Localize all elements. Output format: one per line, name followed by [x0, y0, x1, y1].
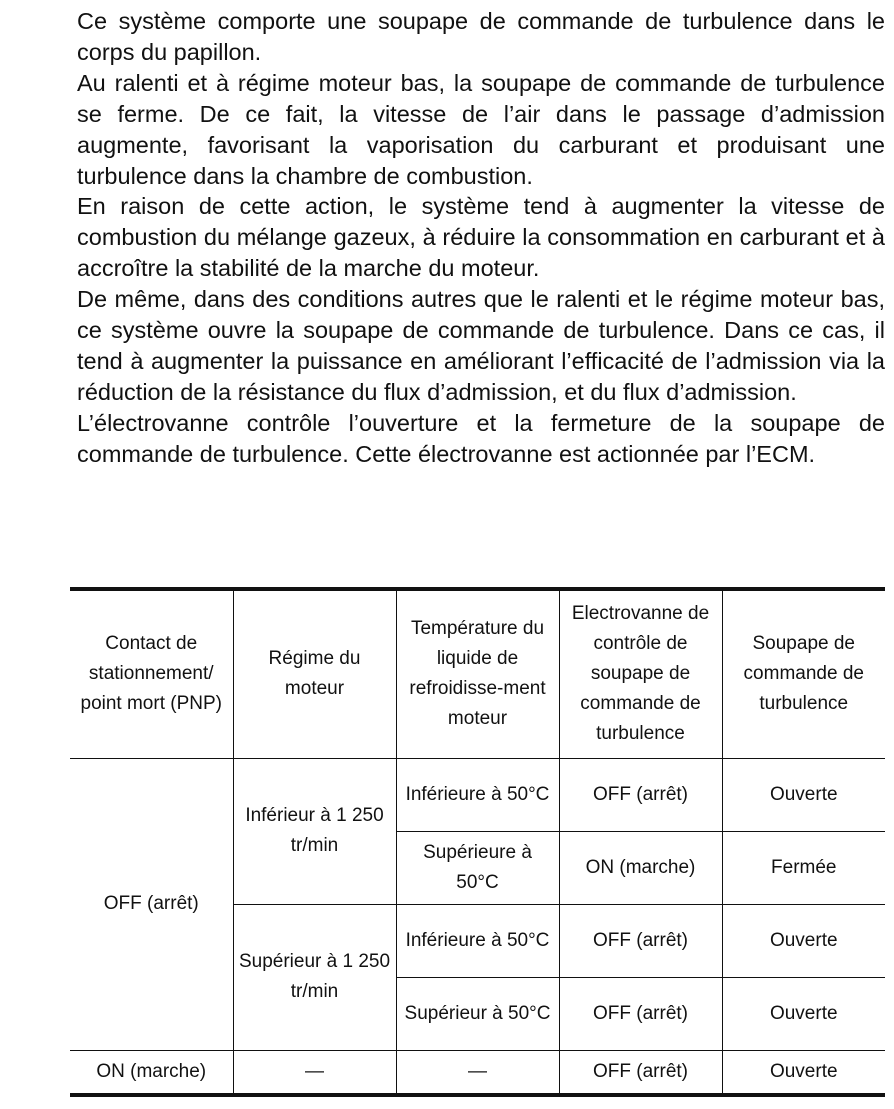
temp-cell: Inférieure à 50°C — [396, 904, 559, 977]
paragraph-1: Ce système comporte une soupape de commande de turbulence dans le corps du papillon. — [77, 8, 885, 65]
paragraph-4: De même, dans des conditions autres que le ralenti et le régime moteur bas, ce système ouvre la soupape de commande de turbulence. Dans ce cas, il tend à augmenter la puissance en améliorant l’efficacité de l’admission via la réduction de la résistance du flux d’admission, et du flux d’admission. — [77, 286, 885, 405]
valve-cell: Ouverte — [722, 977, 885, 1050]
temp-cell: Supérieur à 50°C — [396, 977, 559, 1050]
valve-cell: Fermée — [722, 831, 885, 904]
paragraph-3: En raison de cette action, le système tend à augmenter la vitesse de combustion du mélange gazeux, à réduire la consommation en carburant et à accroître la stabilité de la marche du moteur. — [77, 193, 885, 282]
pnp-on-cell: ON (marche) — [70, 1050, 233, 1095]
header-engine-speed: Régime du moteur — [233, 589, 396, 758]
regime-high-cell: Supérieur à 1 250 tr/min — [233, 904, 396, 1050]
solenoid-cell: OFF (arrêt) — [559, 1050, 722, 1095]
solenoid-cell: OFF (arrêt) — [559, 977, 722, 1050]
paragraph-5: L’électrovanne contrôle l’ouverture et la fermeture de la soupape de commande de turbulence. Cette électrovanne est actionnée par l’ECM. — [77, 409, 885, 467]
temp-cell: Supérieure à 50°C — [396, 831, 559, 904]
paragraph-2: Au ralenti et à régime moteur bas, la soupape de commande de turbulence se ferme. De ce fait, la vitesse de l’air dans le passage d’admission augmente, favorisant la vaporisation du carburant et produisant une turbulence dans la chambre de combustion. — [77, 69, 885, 189]
header-coolant-temperature: Température du liquide de refroidisse-ment moteur — [396, 589, 559, 758]
header-pnp-switch: Contact de stationnement/ point mort (PNP) — [70, 589, 233, 758]
table-header-row — [70, 589, 885, 758]
swirl-control-table — [70, 587, 885, 1097]
solenoid-cell: ON (marche) — [559, 831, 722, 904]
valve-cell: Ouverte — [722, 758, 885, 831]
description-text — [77, 6, 885, 470]
table-row — [70, 1050, 885, 1095]
pnp-off-cell: OFF (arrêt) — [70, 758, 233, 1050]
temp-cell: Inférieure à 50°C — [396, 758, 559, 831]
solenoid-cell: OFF (arrêt) — [559, 758, 722, 831]
table-row — [70, 758, 885, 831]
regime-dash-cell: — — [233, 1050, 396, 1095]
solenoid-cell: OFF (arrêt) — [559, 904, 722, 977]
valve-cell: Ouverte — [722, 1050, 885, 1095]
header-solenoid-valve: Electrovanne de contrôle de soupape de commande de turbulence — [559, 589, 722, 758]
valve-cell: Ouverte — [722, 904, 885, 977]
regime-low-cell: Inférieur à 1 250 tr/min — [233, 758, 396, 904]
header-swirl-valve: Soupape de commande de turbulence — [722, 589, 885, 758]
temp-dash-cell: — — [396, 1050, 559, 1095]
